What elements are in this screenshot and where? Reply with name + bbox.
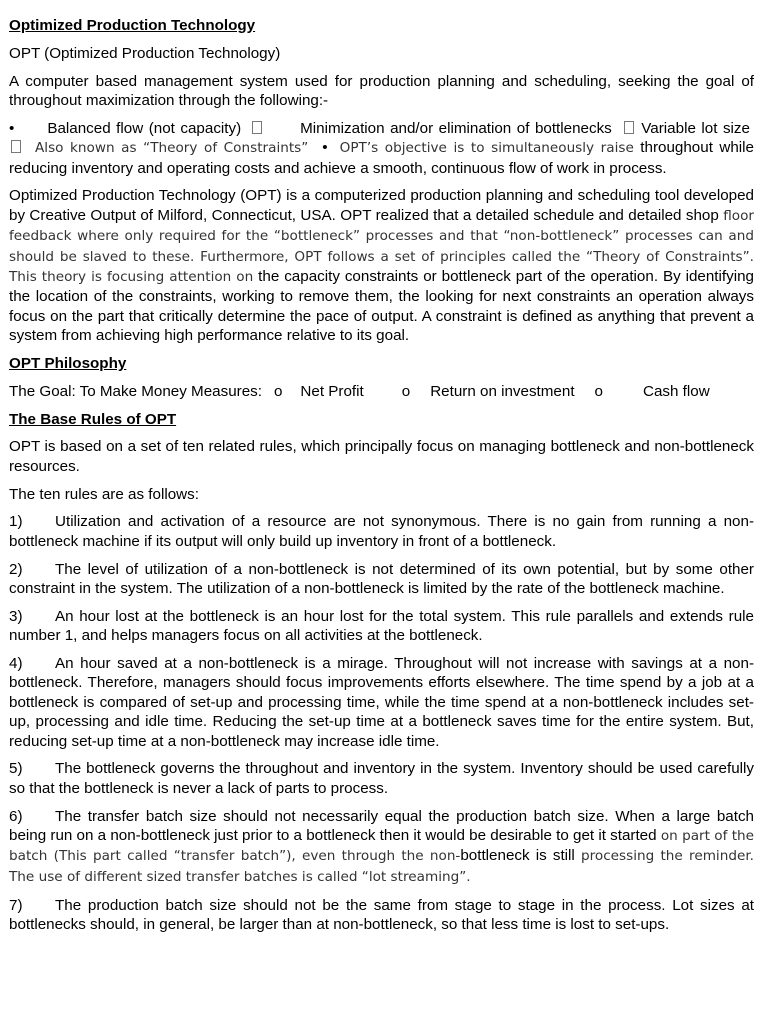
measure-bullet: o xyxy=(401,382,411,400)
rule-number: 6) xyxy=(9,807,23,825)
bullet-objective-end: throughout while reducing inventory and operating costs and achieve a smooth, continuous flow of work in process. xyxy=(9,139,755,177)
rule-item xyxy=(9,807,754,888)
bullet-balanced-flow: Balanced flow (not capacity) xyxy=(47,119,242,137)
opt-philosophy-measures xyxy=(9,382,754,401)
rule-text: An hour lost at the bottleneck is an hour lost for the total system. This rule parallels and extends rule number 1, and helps managers focus on all activities at the bottleneck. xyxy=(9,607,754,645)
base-rules-heading: The Base Rules of OPT xyxy=(9,410,177,428)
bullet-minimization: Minimization and/or elimination of bottlenecks xyxy=(300,119,612,137)
opt-philosophy-heading: OPT Philosophy xyxy=(9,355,127,373)
base-rules-intro: OPT is based on a set of ten related rules, which principally focus on managing bottleneck and non-bottleneck resources. xyxy=(9,438,754,475)
measure-net-profit: Net Profit xyxy=(300,382,364,400)
measure-bullet: o xyxy=(594,382,603,400)
base-rules-lead: The ten rules are as follows: xyxy=(9,485,199,503)
rule-item xyxy=(9,654,754,751)
bullet-mark: • xyxy=(322,139,328,157)
missing-glyph-box-icon xyxy=(624,121,634,134)
rule-number: 4) xyxy=(9,655,23,673)
rule-number: 3) xyxy=(9,607,23,625)
rule-item xyxy=(9,759,754,798)
missing-glyph-box-icon xyxy=(252,121,262,134)
opt-description-paragraph xyxy=(9,186,754,345)
rule-text: Utilization and activation of a resource are not synonymous. There is no gain from running a non-bottleneck machine if its output will only build up inventory in front of a bottleneck. xyxy=(9,513,754,550)
rule-text: bottleneck is still xyxy=(460,847,575,865)
bullet-mark: • xyxy=(9,119,15,137)
intro-paragraph: A computer based management system used for production planning and scheduling, seeking the goal of throughout maximization through the following:- xyxy=(9,72,754,109)
rule-text: The transfer batch size should not necessarily equal the production batch size. When a large batch being run on a non-bottleneck just prior to a bottleneck then it would be desirable to get it started xyxy=(9,807,754,845)
bullet-objective-start: OPT’s objective is to simultaneously raise xyxy=(339,140,634,157)
rule-text-light: processing the reminder. The use of different sized transfer batches is called “lot streaming”. xyxy=(9,848,754,885)
bullet-variable-lot-size: Variable lot size xyxy=(641,119,750,137)
rule-text: The level of utilization of a non-bottleneck is not determined of its own potential, but by some other constraint in the system. The utilization of a non-bottleneck is limited by the rate of the bottleneck machine. xyxy=(9,560,754,598)
bullet-theory-of-constraints: Also known as “Theory of Constraints” xyxy=(35,140,309,157)
rule-text: The production batch size should not be the same from stage to stage in the process. Lot sizes at bottlenecks should, in general, be larger than at non-bottleneck, so that less time is lost to set-ups. xyxy=(9,896,754,934)
rule-number: 1) xyxy=(9,513,23,531)
rule-item xyxy=(9,896,754,935)
rule-number: 7) xyxy=(9,896,23,914)
opt-description-part-a: Optimized Production Technology (OPT) is a computerized production planning and scheduling tool developed by Creative Output of Milford, Connecticut, USA. OPT realized that a detailed schedule and detailed shop xyxy=(9,187,754,224)
opt-description-part-b: floor feedback where only required for the “bottleneck” processes and that “non-bottleneck” processes can and should be slaved to these. Furthermore, OPT follows a set of principles called the “Theory of Constraints”. This theory is focusing attention on xyxy=(9,207,754,286)
measure-cash-flow: Cash flow xyxy=(643,382,710,400)
missing-glyph-box-icon xyxy=(11,140,21,153)
rule-item xyxy=(9,607,754,646)
rule-number: 2) xyxy=(9,560,23,578)
document-title: Optimized Production Technology xyxy=(9,17,256,34)
rule-text: The bottleneck governs the throughout and inventory in the system. Inventory should be used carefully so that the bottleneck is never a lack of parts to process. xyxy=(9,760,754,797)
rule-item xyxy=(9,512,754,551)
bullet-paragraph xyxy=(9,119,754,178)
opt-description-part-c: the capacity constraints or bottleneck part of the operation. By identifying the location of the constraints, working to remove them, the looking for next constraints an operation always focus on the part that critically determine the pace of output. A constraint is defined as anything that prevent a system from achieving high performance relative to its goal. xyxy=(9,268,754,345)
subtitle: OPT (Optimized Production Technology) xyxy=(9,44,281,62)
rule-item xyxy=(9,560,754,599)
rule-number: 5) xyxy=(9,760,23,778)
rule-text: An hour saved at a non-bottleneck is a mirage. Throughout will not increase with savings at a non-bottleneck. Therefore, managers should focus improvements efforts elsewhere. The time spend by a job at a bottleneck is compared of set-up and processing time, while the time spend at a non-bottleneck includes set-up, processing and idle time. Reducing the set-up time at a bottleneck saves time for the entire system. But, reducing set-up time at a non-bottleneck may increase idle time. xyxy=(9,655,754,750)
measure-bullet: o xyxy=(273,382,283,400)
measure-return-on-investment: Return on investment xyxy=(430,382,575,400)
goal-text: The Goal: To Make Money Measures: xyxy=(9,382,262,400)
rule-text-light: on part of the batch (This part called “transfer batch”), even through the non- xyxy=(9,828,754,865)
